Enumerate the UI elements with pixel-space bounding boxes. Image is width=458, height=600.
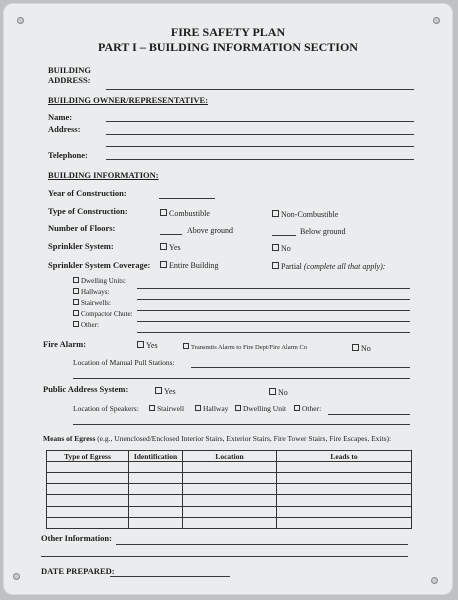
table-row bbox=[47, 484, 412, 495]
sprinkler-yes-label: Yes bbox=[169, 243, 181, 252]
checkbox[interactable] bbox=[272, 244, 279, 251]
combustible-option[interactable] bbox=[160, 209, 210, 218]
other-info-field-2[interactable] bbox=[41, 556, 408, 557]
fire-safety-plan-sign bbox=[3, 3, 453, 595]
page-title: FIRE SAFETY PLAN bbox=[170, 25, 286, 39]
checkbox[interactable] bbox=[73, 321, 79, 327]
checkbox[interactable] bbox=[73, 288, 79, 294]
fire-alarm-transmits-label: Transmits Alarm to Fire Dept/Fire Alarm Co bbox=[191, 344, 308, 351]
area-other-field[interactable] bbox=[137, 332, 410, 333]
table-cell[interactable] bbox=[277, 495, 412, 506]
checkbox[interactable] bbox=[73, 277, 79, 283]
below-ground-label: Below ground bbox=[300, 227, 346, 236]
construction-type-label: Type of Construction: bbox=[48, 206, 128, 216]
area-stairwells-field[interactable] bbox=[137, 310, 410, 311]
table-cell[interactable] bbox=[47, 506, 129, 517]
table-cell[interactable] bbox=[129, 473, 183, 484]
checkbox[interactable] bbox=[272, 262, 279, 269]
checkbox[interactable] bbox=[160, 261, 167, 268]
partial-label: Partial bbox=[281, 262, 302, 271]
egress-note: (e.g., Unenclosed/Enclosed Interior Stairs, Exterior Stairs, Fire Tower Stairs, Fire Escapes, Exits): bbox=[97, 434, 392, 443]
fire-alarm-yes-option[interactable] bbox=[137, 341, 158, 350]
owner-heading: BUILDING OWNER/REPRESENTATIVE: bbox=[48, 95, 209, 105]
pa-label: Public Address System: bbox=[43, 384, 129, 394]
pa-no-option[interactable] bbox=[269, 388, 288, 397]
checkbox[interactable] bbox=[183, 343, 189, 349]
sprinkler-label: Sprinkler System: bbox=[48, 241, 114, 251]
area-other[interactable] bbox=[73, 321, 99, 329]
table-cell[interactable] bbox=[47, 462, 129, 473]
sprinkler-no-option[interactable] bbox=[272, 244, 291, 253]
mounting-hole-bottom-right bbox=[431, 577, 438, 584]
checkbox[interactable] bbox=[294, 405, 300, 411]
fire-alarm-no-label: No bbox=[361, 344, 371, 353]
column-header: Location bbox=[183, 451, 277, 462]
owner-address-field-1[interactable] bbox=[106, 134, 414, 135]
floors-label: Number of Floors: bbox=[48, 223, 116, 233]
fire-alarm-transmits-option[interactable] bbox=[183, 343, 307, 352]
combustible-label: Combustible bbox=[169, 209, 210, 218]
table-cell[interactable] bbox=[277, 506, 412, 517]
table-cell[interactable] bbox=[129, 517, 183, 528]
pull-stations-field-1[interactable] bbox=[191, 367, 410, 368]
speakers-field-2[interactable] bbox=[73, 424, 410, 425]
egress-label: Means of Egress bbox=[43, 434, 96, 443]
building-info-heading: BUILDING INFORMATION: bbox=[48, 170, 159, 180]
area-dwelling-units-field[interactable] bbox=[137, 288, 410, 289]
speaker-option-label: Other: bbox=[302, 404, 322, 413]
table-row bbox=[47, 495, 412, 506]
table-cell[interactable] bbox=[47, 484, 129, 495]
non-combustible-label: Non-Combustible bbox=[281, 210, 339, 219]
date-prepared-field[interactable] bbox=[110, 576, 230, 577]
speaker-hallway-option[interactable] bbox=[195, 405, 228, 413]
table-cell[interactable] bbox=[183, 462, 277, 473]
sprinkler-no-label: No bbox=[281, 244, 291, 253]
table-cell[interactable] bbox=[183, 473, 277, 484]
checkbox[interactable] bbox=[195, 405, 201, 411]
area-hallways-field[interactable] bbox=[137, 299, 410, 300]
area-dwelling-units[interactable] bbox=[73, 277, 126, 285]
year-label: Year of Construction: bbox=[48, 188, 127, 198]
checkbox[interactable] bbox=[73, 299, 79, 305]
coverage-label: Sprinkler System Coverage: bbox=[48, 260, 151, 270]
entire-building-label: Entire Building bbox=[169, 261, 219, 270]
area-hallways[interactable] bbox=[73, 288, 109, 296]
table-cell[interactable] bbox=[277, 473, 412, 484]
speaker-option-label: Stairwell bbox=[157, 404, 185, 413]
area-compactor-chute-field[interactable] bbox=[137, 321, 410, 322]
table-row bbox=[47, 506, 412, 517]
owner-name-field[interactable] bbox=[106, 121, 414, 122]
checkbox[interactable] bbox=[160, 243, 167, 250]
speaker-dwelling-unit-option[interactable] bbox=[235, 405, 286, 413]
checkbox[interactable] bbox=[149, 405, 155, 411]
table-cell[interactable] bbox=[129, 506, 183, 517]
floors-below-field[interactable] bbox=[272, 235, 296, 236]
owner-address-field-2[interactable] bbox=[106, 146, 414, 147]
checkbox[interactable] bbox=[155, 387, 162, 394]
date-prepared-label: DATE PREPARED: bbox=[41, 566, 115, 576]
table-row bbox=[47, 462, 412, 473]
pa-yes-label: Yes bbox=[164, 387, 176, 396]
non-combustible-option[interactable] bbox=[272, 210, 338, 219]
table-cell[interactable] bbox=[277, 517, 412, 528]
pa-yes-option[interactable] bbox=[155, 387, 176, 396]
building-address-field[interactable] bbox=[106, 89, 414, 90]
owner-name-label: Name: bbox=[48, 112, 73, 122]
pull-stations-field-2[interactable] bbox=[73, 378, 410, 379]
table-cell[interactable] bbox=[129, 484, 183, 495]
speaker-option-label: Dwelling Unit bbox=[243, 404, 287, 413]
table-cell[interactable] bbox=[277, 462, 412, 473]
other-info-field-1[interactable] bbox=[116, 544, 408, 545]
checkbox[interactable] bbox=[352, 344, 359, 351]
owner-telephone-field[interactable] bbox=[106, 159, 414, 160]
area-label: Stairwells: bbox=[81, 299, 111, 307]
checkbox[interactable] bbox=[160, 209, 167, 216]
egress-heading bbox=[43, 435, 391, 443]
column-header: Identification bbox=[129, 451, 183, 462]
column-header: Leads to bbox=[277, 451, 412, 462]
fire-alarm-label: Fire Alarm: bbox=[43, 339, 87, 349]
column-header: Type of Egress bbox=[47, 451, 129, 462]
sprinkler-yes-option[interactable] bbox=[160, 243, 181, 252]
table-cell[interactable] bbox=[129, 495, 183, 506]
speaker-stairwell-option[interactable] bbox=[149, 405, 184, 413]
table-cell[interactable] bbox=[183, 517, 277, 528]
table-cell[interactable] bbox=[47, 517, 129, 528]
area-label: Compactor Chute: bbox=[81, 310, 133, 318]
checkbox[interactable] bbox=[137, 341, 144, 348]
pull-stations-label: Location of Manual Pull Stations: bbox=[73, 358, 175, 367]
table-cell[interactable] bbox=[183, 495, 277, 506]
speaker-option-label: Hallway bbox=[203, 404, 229, 413]
owner-telephone-label: Telephone: bbox=[48, 150, 88, 160]
checkbox[interactable] bbox=[73, 310, 79, 316]
table-cell[interactable] bbox=[183, 506, 277, 517]
speaker-other-option[interactable] bbox=[294, 405, 321, 413]
fire-alarm-no-option[interactable] bbox=[352, 344, 371, 353]
entire-building-option[interactable] bbox=[160, 261, 219, 270]
table-cell[interactable] bbox=[277, 484, 412, 495]
checkbox[interactable] bbox=[272, 210, 279, 217]
other-info-label: Other Information: bbox=[41, 533, 112, 543]
mounting-hole-bottom-left bbox=[13, 573, 20, 580]
checkbox[interactable] bbox=[269, 388, 276, 395]
building-address-label-2: ADDRESS: bbox=[48, 75, 91, 85]
egress-table-header bbox=[47, 451, 412, 462]
pa-no-label: No bbox=[278, 388, 288, 397]
checkbox[interactable] bbox=[235, 405, 241, 411]
table-row bbox=[47, 517, 412, 528]
speakers-label: Location of Speakers: bbox=[73, 404, 139, 413]
fire-alarm-yes-label: Yes bbox=[146, 341, 158, 350]
partial-option[interactable] bbox=[272, 262, 385, 271]
table-cell[interactable] bbox=[129, 462, 183, 473]
area-stairwells[interactable] bbox=[73, 299, 111, 307]
table-cell[interactable] bbox=[47, 473, 129, 484]
above-ground-label: Above ground bbox=[187, 226, 233, 235]
area-label: Other: bbox=[81, 321, 99, 329]
area-compactor-chute[interactable] bbox=[73, 310, 133, 318]
floors-above-field[interactable] bbox=[160, 234, 182, 235]
year-field[interactable] bbox=[159, 198, 215, 199]
speaker-other-field[interactable] bbox=[328, 414, 410, 415]
owner-address-label: Address: bbox=[48, 124, 81, 134]
table-row bbox=[47, 473, 412, 484]
page-subtitle: PART I – BUILDING INFORMATION SECTION bbox=[98, 40, 358, 54]
area-label: Hallways: bbox=[81, 288, 110, 296]
table-cell[interactable] bbox=[47, 495, 129, 506]
table-cell[interactable] bbox=[183, 484, 277, 495]
partial-note: (complete all that apply): bbox=[303, 262, 386, 271]
area-label: Dwelling Units: bbox=[81, 277, 126, 285]
egress-table bbox=[46, 450, 412, 529]
building-address-label-1: BUILDING bbox=[48, 65, 91, 75]
mounting-hole-top-right bbox=[433, 17, 440, 24]
mounting-hole-top-left bbox=[17, 17, 24, 24]
